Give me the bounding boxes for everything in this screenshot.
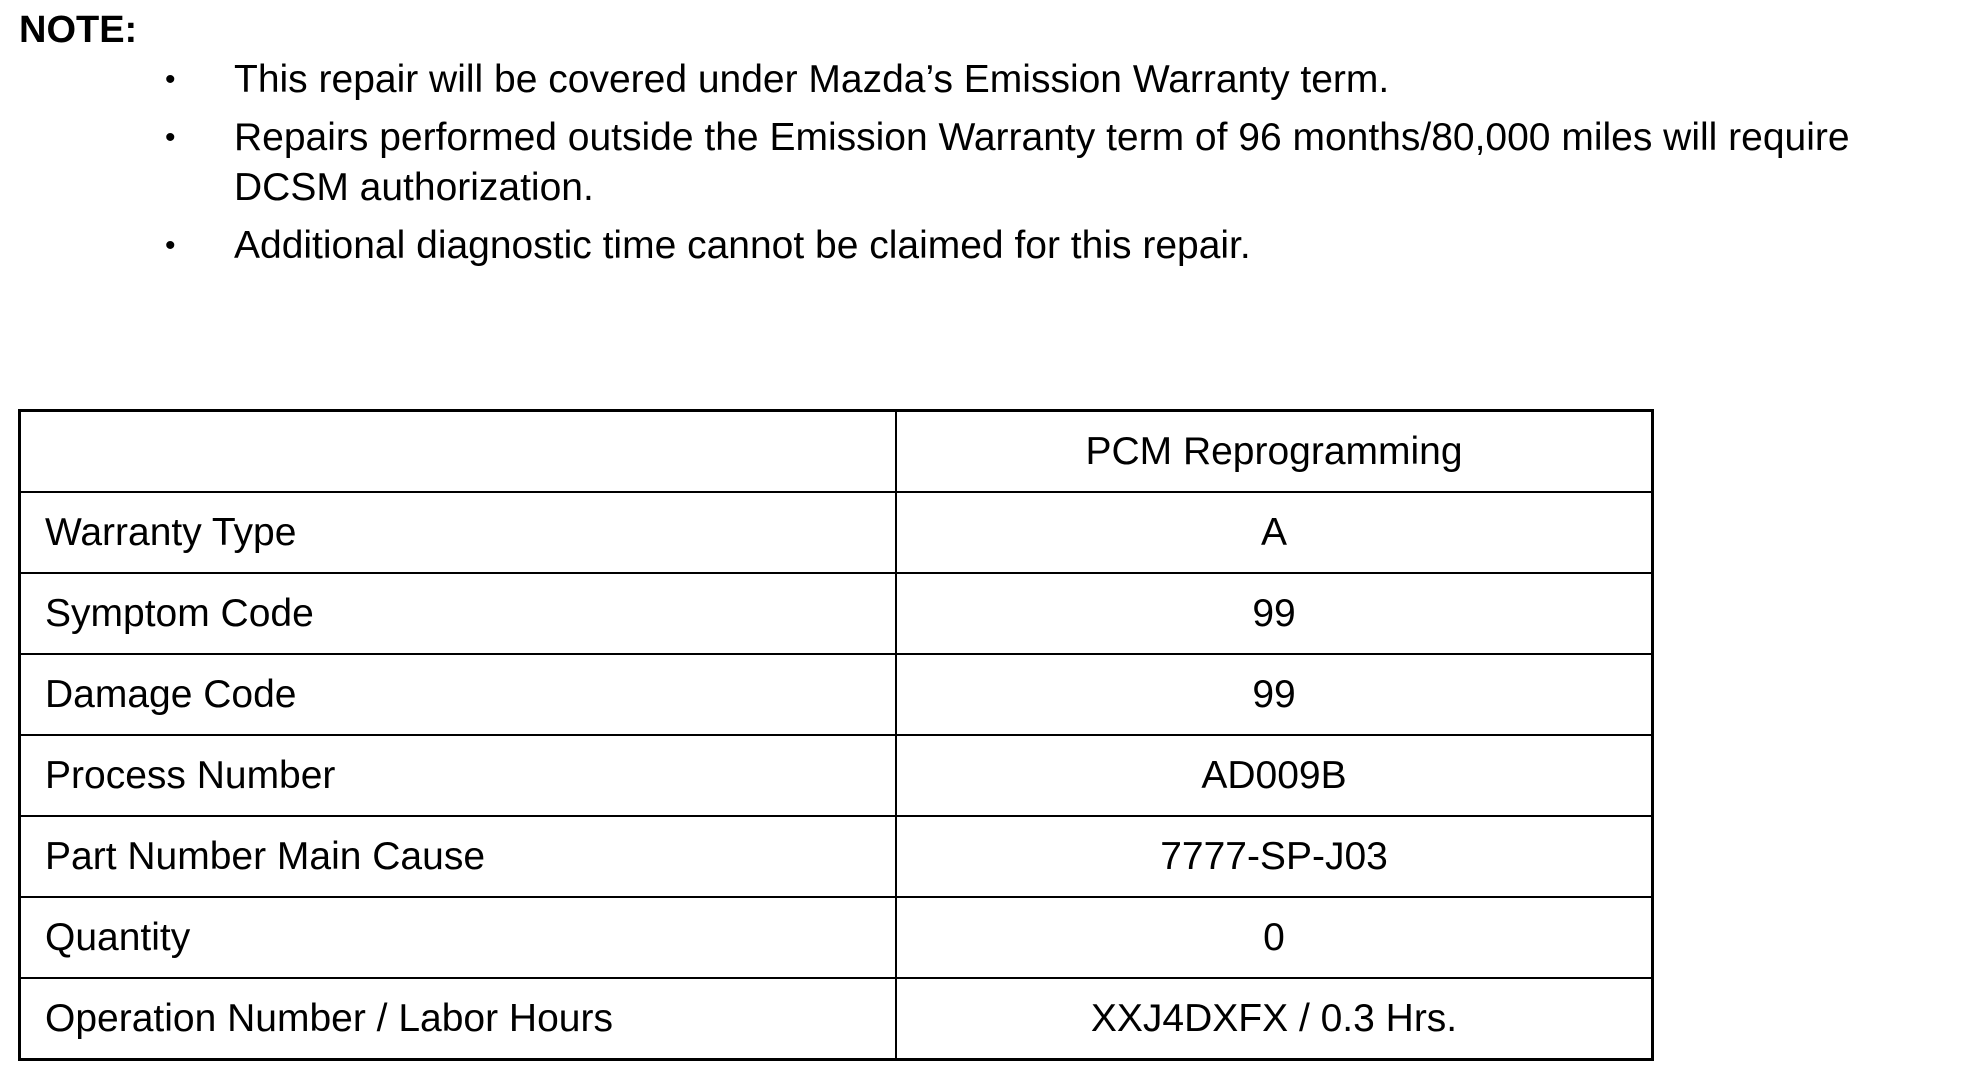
row-label: Quantity bbox=[20, 897, 897, 978]
row-value: 0 bbox=[896, 897, 1652, 978]
row-label: Process Number bbox=[20, 735, 897, 816]
row-value: 7777-SP-J03 bbox=[896, 816, 1652, 897]
note-text: Additional diagnostic time cannot be claimed for this repair. bbox=[234, 224, 1251, 267]
table-header-value: PCM Reprogramming bbox=[896, 411, 1652, 493]
row-label: Symptom Code bbox=[20, 573, 897, 654]
table-row bbox=[20, 978, 1653, 1060]
note-item bbox=[0, 221, 1975, 271]
note-text: Repairs performed outside the Emission Warranty term of 96 months/80,000 miles will require DCSM authorization. bbox=[234, 116, 1850, 209]
row-value: 99 bbox=[896, 573, 1652, 654]
row-value: A bbox=[896, 492, 1652, 573]
row-label: Operation Number / Labor Hours bbox=[20, 978, 897, 1060]
warranty-table bbox=[18, 409, 1654, 1061]
row-value: 99 bbox=[896, 654, 1652, 735]
table-row bbox=[20, 735, 1653, 816]
table-row bbox=[20, 897, 1653, 978]
note-heading: NOTE: bbox=[19, 9, 138, 51]
table-header-row bbox=[20, 411, 1653, 493]
bullet-icon: • bbox=[165, 63, 176, 96]
table-header-label bbox=[20, 411, 897, 493]
table-row bbox=[20, 492, 1653, 573]
note-item bbox=[0, 113, 1964, 213]
bullet-icon: • bbox=[165, 229, 176, 262]
table-row bbox=[20, 573, 1653, 654]
row-label: Part Number Main Cause bbox=[20, 816, 897, 897]
note-list bbox=[0, 55, 1975, 279]
row-label: Warranty Type bbox=[20, 492, 897, 573]
row-label: Damage Code bbox=[20, 654, 897, 735]
bullet-icon: • bbox=[165, 121, 176, 154]
table-row bbox=[20, 654, 1653, 735]
note-text: This repair will be covered under Mazda’s Emission Warranty term. bbox=[234, 58, 1390, 101]
note-item bbox=[0, 55, 1975, 105]
row-value: XXJ4DXFX / 0.3 Hrs. bbox=[896, 978, 1652, 1060]
row-value: AD009B bbox=[896, 735, 1652, 816]
table-row bbox=[20, 816, 1653, 897]
